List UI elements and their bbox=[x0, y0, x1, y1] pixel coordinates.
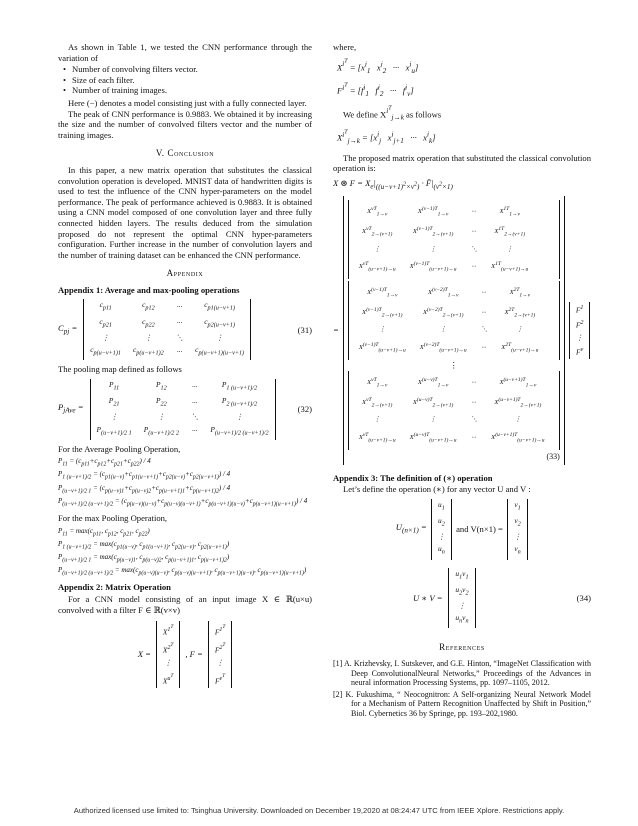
appendix-heading: Appendix bbox=[166, 268, 204, 279]
variation-list bbox=[58, 64, 312, 96]
define-paragraph: We define $X^{i^T}_{j\to k}$ as follows bbox=[343, 105, 442, 122]
note-paragraph: Here (−) denotes a model consisting just with a fully connected layer. bbox=[68, 97, 307, 108]
left-column bbox=[58, 42, 312, 692]
list-item: • Number of training images. bbox=[72, 85, 312, 96]
max-pooling-intro: For the max Pooling Operation, bbox=[58, 512, 168, 523]
appendix-3-title: Appendix 3: The definition of (∗) operation bbox=[333, 472, 493, 483]
average-pooling-equations: $P_{11} = (c_{p11}+c_{p12}+c_{p21}+c_{p22}) / 4$ $P_{1 (u-v+1)/2} = (c_{p1(u-v)}+c_{p1(u-v+1)}+c_{p2(u-v)}+c_{p2(u-v+1)}) / 4$ $P_{(u-v+1)/2 1} = (c_{p(u-v)1}+c_{p(u-v)2}+c_{p(u-v+1)1}+c_{p(u-v+1)2}) / 4$ $P_{(u-v+1)/2 (u-v+1)/2} = (c_{p(u-v)(u-v)}+c_{p(u-v)(u-v+1)}+c_{p(u-v+1)(u-v)}+c_{p(u-v+1)(u-v+1)}) / 4$ bbox=[58, 457, 308, 508]
conclusion-heading: V. Conclusion bbox=[155, 148, 215, 159]
appendix-3-paragraph: Let’s define the operation (∗) for any vector U and V : bbox=[343, 484, 531, 495]
intro-paragraph: As shown in Table 1, we tested the CNN performance through the variation of bbox=[58, 42, 312, 63]
appendix-2-title: Appendix 2: Matrix Operation bbox=[58, 582, 171, 593]
equation-34: U ∗ V = $u_1v_1$ $u_2v_2$ ⋮ $u_nv_n$ (34) bbox=[333, 568, 591, 629]
where-label: where, bbox=[333, 42, 357, 52]
proposed-paragraph: The proposed matrix operation that substituted the classical convolution operation is: bbox=[333, 152, 591, 174]
equation-33: = $X^{vT}_{1\to v}$ $X^{(v-1)T}_{1\to v}$ ··· $X^{1T}_{1\to v}$ $X^{vT}_{2\to(v+1)}$ $X^{(v-1)T}_{2\to(v+1)}$ ··· $X^{1T}_{2\to(v+1)}$ ⋮ ⋮ ⋱ ⋮ $X^{vT}_{(u-v+1)\to u}$ $X^{(v-1)T}_{(u-v+1)\to u}$ ··· $X^{1T}_{(u-v+1)\to u}$ $X^{(v-1)T}_{1\to v}$ $X^{(v-2)T}_{1\to v}$ ··· $X^{2T}_{1\to v}$ $X^{(v-1)T}_{2\to(v+1)}$ $X^{(v-2)T}_{2\to(v+1)}$ ··· $X^{2T}_{2\to(v+1)}$ ⋮ ⋮ ⋱ ⋮ $X^{(v-1)T}_{(u-v+1)\to u}$ $X^{(v-2)T}_{(u-v+1)\to u}$ ··· $X^{2T}_{(u-v+1)\to u}$ ⋮ $X^{vT}_{1\to v}$ $X^{(u-v)T}_{1\to v}$ ··· $X^{(u-v+1)T}_{1\to v}$ $X^{vT}_{2\to(v+1)}$ $X^{(u-v)T}_{2\to(v+1)}$ ··· $X^{(u-v+1)T}_{2\to(v+1)}$ ⋮ ⋮ ⋱ ⋮ $X^{vT}_{(u-v+1)\to u}$ $X^{(u-v)T}_{(u-v+1)\to u}$ ··· $X^{(u-v+1)T}_{(u-v+1)\to u}$ (33) $F^1$ $F^2$ ⋮ $F^v$ bbox=[333, 196, 591, 464]
max-pooling-equations: $P_{11} = \max(c_{p11}$, $c_{p12}$, $c_{p21}$, $c_{p22}$) $P_{1 (u-v+1)/2} = \max(c_{p1(u-v)}$, $c_{p1(u-v+1)}$, $c_{p2(u-v)}$, $c_{p2(u-v+1)}$) $P_{(u-v+1)/2 1} = \max(c_{p(u-v)1}$, $c_{p(u-v)2}$, $c_{p(u-v+1)1}$, $c_{p(u-v+1)2}$) $P_{(u-v+1)/2 (u-v+1)/2} = \max(c_{p(u-v)(u-v)}$, $c_{p(u-v)(u-v+1)}$, $c_{p(u-v+1)(u-v)}$, $c_{p(u-v+1)(u-v+1)}$) bbox=[58, 526, 307, 577]
pool-definition: The pooling map defined as follows bbox=[58, 364, 182, 375]
appendix-1-title: Appendix 1: Average and max-pooling operations bbox=[58, 284, 240, 295]
equation-32: $P_{jAve}$ = $P_{11}$ $P_{12}$ ··· $P_{1 (u-v+1)/2}$ $P_{21}$ $P_{22}$ ··· $P_{2 (u-v+1)/2}$ ⋮ ⋮ ⋱ ⋮ $P_{(u-v+1)/2 1}$ $P_{(u-v+1)/2 2}$ ··· $P_{(u-v+1)/2 (u-v+1)/2}$ (32) bbox=[58, 379, 312, 440]
list-item: • Number of convolving filters vector. bbox=[72, 64, 312, 75]
x-subvector-definition: $X^{i^T}_{j\to k} = [x^i_j$ $x^i_{j+1}$ ··· $x^i_k$] bbox=[337, 129, 436, 146]
appendix-2-paragraph: For a CNN model consisting of an input image X ∈ ℝ(u×u) convolved with a filter F ∈ ℝ(v×v) bbox=[58, 593, 312, 615]
list-item: • Size of each filter. bbox=[72, 75, 312, 86]
equation-31: $C_{pj}$ = $c_{p11}$ $c_{p12}$ ··· $c_{p1(u-v+1)}$ $c_{p21}$ $c_{p22}$ ··· $c_{p2(u-v+1)}$ ⋮ ⋮ ⋱ ⋮ $c_{p(u-v+1)1}$ $c_{p(u-v+1)2}$ ··· $c_{p(u-v+1)(u-v+1)}$ (31) bbox=[58, 299, 312, 360]
conclusion-paragraph: In this paper, a new matrix operation that substitutes the classical convolution operation is developed. MNIST data of handwritten digits is used to test the influence of the CNN hyper-parameters on the model performance. The peak of performance achieved is 0.9883. It is obtained using a CNN model composed of one convolution layer and three fully connected hidden layers. The results deduced from the simulation proposed do not represent the optimal CNN hyper-parameters configuration. Further increase in the number of convolution layers and the number of training dataset can be enhanced the CNN performance. bbox=[58, 164, 312, 260]
right-column bbox=[333, 42, 591, 720]
license-footer: Authorized licensed use limited to: Tsinghua University. Downloaded on December 19,2020 at 08:24:47 UTC from IEEE Xplore. Restrictions apply. bbox=[73, 806, 565, 815]
average-pooling-intro: For the Average Pooling Operation, bbox=[58, 443, 181, 454]
references-heading: References bbox=[439, 642, 485, 653]
operation-definition: X ⊛ $F = X_e|_{((u-v+1)^2\times v^2)}$ · $F̄|_{(v^2\times 1)}$ bbox=[333, 178, 453, 191]
u-v-vectors: $U_{(n\times 1)}$ = $u_1$ $u_2$ ⋮ $u_n$ and V(n×1) = $v_1$ $v_2$ ⋮ $v_n$ bbox=[333, 499, 591, 560]
reference-item: [2] K. Fukushima, “ Neocognitron: A Self-organizing Neural Network Model for a Mechanism of Pattern Recognition Unaffected by Shift in Position,” Biol. Cybernetics 36 by Springe, pp. 193–202,1980. bbox=[333, 689, 591, 718]
x-f-row-definitions: $X^{i^T} = [x^i_1$ $x^i_2$ ··· $x^i_u$] $F^{i^T} = [f^i_1$ $f^i_2$ ··· $f^i_v$] bbox=[337, 58, 419, 99]
reference-item: [1] A. Krizhevsky, I. Sutskever, and G.E. Hinton, “ImageNet Classification with Deep ConvolutionalNeural Networks,” Proceedings of the Advances in neural information Processing Systems, pp. 1097–1105, 2012. bbox=[333, 658, 591, 688]
x-f-vectors: X = $X^{1^T}$ $X^{2^T}$ ⋮ $X^{u^T}$ , F = $F^{1^T}$ $F^{2^T}$ ⋮ $F^{v^T}$ bbox=[58, 621, 312, 688]
peak-paragraph: The peak of CNN performance is 0.9883. We obtained it by increasing the size and the number of convolved filters vector and the number of training images. bbox=[58, 108, 312, 140]
